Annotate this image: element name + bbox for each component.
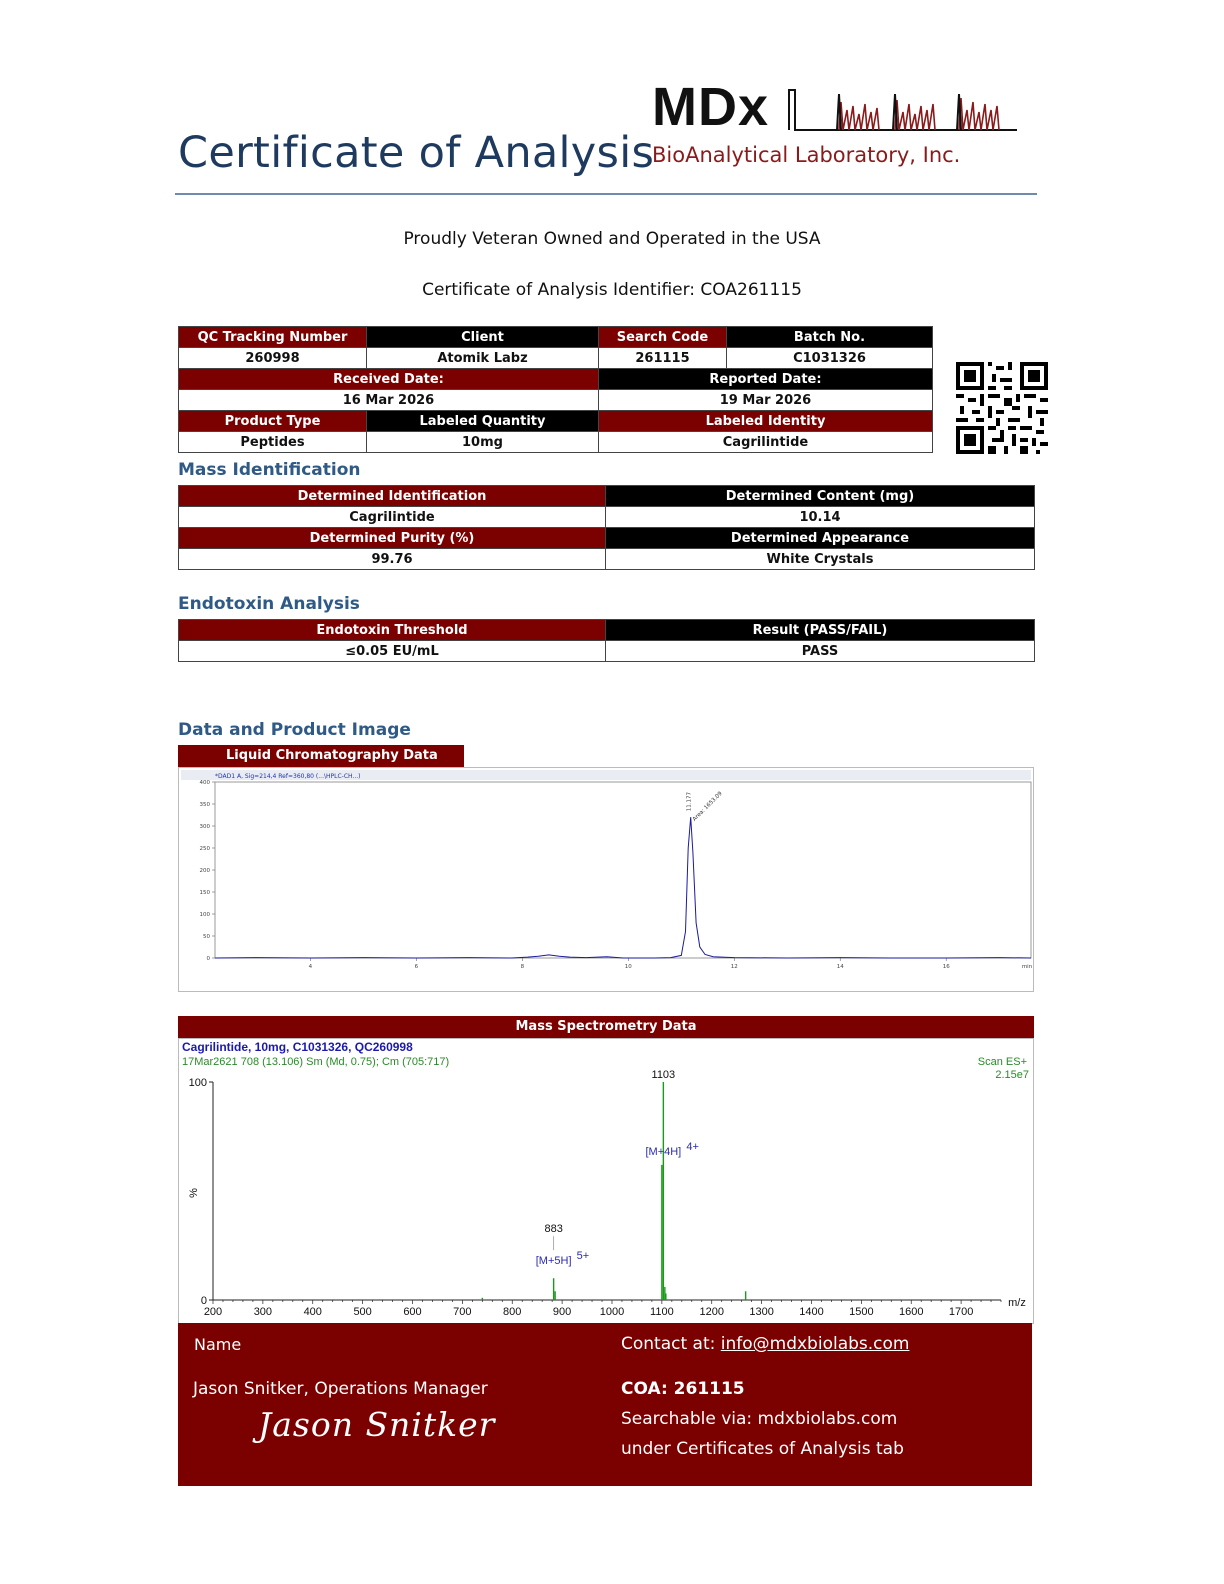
coa-identifier: Certificate of Analysis Identifier: COA261115 [422, 280, 802, 300]
endotoxin-table [178, 619, 1035, 662]
lc-y-tick-label: 0 [206, 956, 210, 962]
search-code-label: Search Code [599, 327, 727, 348]
lc-x-tick-label: 12 [730, 964, 738, 970]
reported-date-label: Reported Date: [599, 369, 933, 390]
determined-purity-label: Determined Purity (%) [179, 528, 606, 549]
ms-peak-ion-label: [M+5H] [535, 1255, 572, 1268]
lc-x-tick-label: 4 [308, 964, 313, 970]
lc-data-tab: Liquid Chromatography Data [178, 745, 464, 767]
determined-appearance-value: White Crystals [606, 549, 1035, 570]
ms-x-tick-label: 400 [303, 1306, 322, 1318]
ms-peak-mz-label: 1103 [651, 1069, 676, 1081]
lc-trace-line [215, 817, 1031, 958]
endotoxin-result-value: PASS [606, 641, 1035, 662]
lc-peak-area-label: Area: 1653.09 [691, 790, 724, 823]
tagline: Proudly Veteran Owned and Operated in the USA [403, 229, 821, 249]
lc-x-tick-label: 16 [942, 964, 950, 970]
ms-peak-charge-label: 5+ [576, 1250, 590, 1263]
ms-x-tick-label: 800 [503, 1306, 522, 1318]
determined-id-value: Cagrilintide [179, 507, 606, 528]
lc-y-tick-label: 150 [199, 890, 210, 896]
lc-chromatogram-chart [179, 768, 1033, 991]
document-title: Certificate of Analysis [178, 128, 655, 178]
lc-x-tick-label: 8 [520, 964, 525, 970]
ms-intensity-label: 2.15e7 [995, 1069, 1029, 1081]
labeled-quantity-label: Labeled Quantity [367, 411, 599, 432]
ms-peak-charge-label: 4+ [686, 1141, 699, 1153]
data-section-heading: Data and Product Image [178, 720, 411, 740]
product-type-value: Peptides [179, 432, 367, 453]
lc-y-tick-label: 300 [199, 824, 210, 830]
coa-number: COA: 261115 [621, 1379, 745, 1399]
reported-date-value: 19 Mar 2026 [599, 390, 933, 411]
client-value: Atomik Labz [367, 348, 599, 369]
endotoxin-heading: Endotoxin Analysis [178, 594, 360, 614]
determined-content-value: 10.14 [606, 507, 1035, 528]
endotoxin-threshold-label: Endotoxin Threshold [179, 620, 606, 641]
ms-y-axis-label: % [188, 1188, 200, 1198]
ms-x-tick-label: 1100 [650, 1306, 674, 1318]
ms-scan-label: Scan ES+ [977, 1056, 1027, 1068]
determined-content-label: Determined Content (mg) [606, 486, 1035, 507]
ms-x-tick-label: 1700 [948, 1306, 974, 1318]
ms-x-tick-label: 500 [353, 1306, 372, 1318]
determined-id-label: Determined Identification [179, 486, 606, 507]
ms-x-tick-label: 1600 [898, 1306, 924, 1318]
signature-image: Jason Snitker [258, 1405, 496, 1444]
lc-y-tick-label: 100 [199, 912, 210, 918]
qc-tracking-value: 260998 [179, 348, 367, 369]
logo-chromatogram-icon [787, 84, 1019, 134]
lc-x-tick-label: 10 [624, 964, 632, 970]
lc-y-tick-label: 200 [199, 868, 210, 874]
ms-peak-ion-label: [M+4H] [645, 1146, 682, 1158]
lc-header-text: *DAD1 A, Sig=214,4 Ref=360,80 (...\HPLC-CH...) [215, 773, 361, 780]
lc-y-tick-label: 350 [199, 802, 210, 808]
lc-y-tick-label: 400 [199, 780, 210, 786]
contact-line [621, 1334, 909, 1354]
lc-y-tick-label: 50 [203, 934, 210, 940]
client-label: Client [367, 327, 599, 348]
qr-code-icon[interactable] [956, 362, 1048, 454]
ms-x-axis-label: m/z [1008, 1297, 1026, 1309]
coa-tab-line: under Certificates of Analysis tab [621, 1439, 904, 1459]
ms-x-tick-label: 200 [203, 1306, 223, 1318]
ms-data-bar: Mass Spectrometry Data [178, 1016, 1034, 1038]
name-label: Name [194, 1335, 242, 1354]
lc-plot-area [215, 782, 1031, 958]
ms-chart-frame [178, 1038, 1034, 1324]
lc-peak-label: 11.177 [686, 791, 693, 812]
determined-purity-value: 99.76 [179, 549, 606, 570]
lc-x-tick-label: min [1021, 964, 1033, 970]
summary-table [178, 326, 933, 453]
ms-peak-mz-label: 883 [544, 1223, 563, 1236]
received-date-label: Received Date: [179, 369, 599, 390]
ms-x-tick-label: 1200 [699, 1306, 724, 1318]
determined-appearance-label: Determined Appearance [606, 528, 1035, 549]
batch-label: Batch No. [727, 327, 933, 348]
labeled-identity-label: Labeled Identity [599, 411, 933, 432]
received-date-value: 16 Mar 2026 [179, 390, 599, 411]
lc-x-tick-label: 6 [414, 964, 419, 970]
endotoxin-threshold-value: ≤0.05 EU/mL [179, 641, 606, 662]
ms-x-tick-label: 700 [453, 1306, 472, 1318]
mass-identification-heading: Mass Identification [178, 460, 361, 480]
ms-x-tick-label: 300 [253, 1306, 273, 1318]
ms-x-tick-label: 1400 [799, 1306, 824, 1318]
batch-value: C1031326 [727, 348, 933, 369]
ms-y-tick-label: 100 [188, 1077, 207, 1089]
search-code-value: 261115 [599, 348, 727, 369]
ms-x-tick-label: 1300 [749, 1306, 774, 1318]
lc-chart-frame [178, 767, 1034, 992]
labeled-quantity-value: 10mg [367, 432, 599, 453]
lc-y-tick-label: 250 [199, 846, 210, 852]
ms-y-tick-label: 0 [200, 1295, 207, 1307]
ms-x-tick-label: 900 [552, 1306, 572, 1318]
logo-subtitle: BioAnalytical Laboratory, Inc. [652, 143, 961, 167]
ms-x-tick-label: 1500 [849, 1306, 874, 1318]
product-type-label: Product Type [179, 411, 367, 432]
header-divider [175, 193, 1037, 195]
ms-spectrum-chart [179, 1039, 1033, 1323]
contact-email-link[interactable]: info@mdxbiolabs.com [720, 1334, 910, 1354]
endotoxin-result-label: Result (PASS/FAIL) [606, 620, 1035, 641]
qc-tracking-label: QC Tracking Number [179, 327, 367, 348]
signer-name: Jason Snitker, Operations Manager [193, 1379, 488, 1399]
labeled-identity-value: Cagrilintide [599, 432, 933, 453]
searchable-line: Searchable via: mdxbiolabs.com [621, 1409, 898, 1429]
signature-footer [178, 1323, 1032, 1486]
logo-wordmark: MDx [652, 77, 770, 137]
ms-x-tick-label: 1000 [599, 1306, 625, 1318]
ms-title: Cagrilintide, 10mg, C1031326, QC260998 [182, 1040, 413, 1054]
ms-x-tick-label: 600 [403, 1306, 422, 1318]
mass-identification-table [178, 485, 1035, 570]
ms-subtitle: 17Mar2621 708 (13.106) Sm (Md, 0.75); Cm (705:717) [182, 1056, 450, 1068]
contact-prefix: Contact at: [621, 1334, 721, 1354]
lc-x-tick-label: 14 [836, 964, 844, 970]
